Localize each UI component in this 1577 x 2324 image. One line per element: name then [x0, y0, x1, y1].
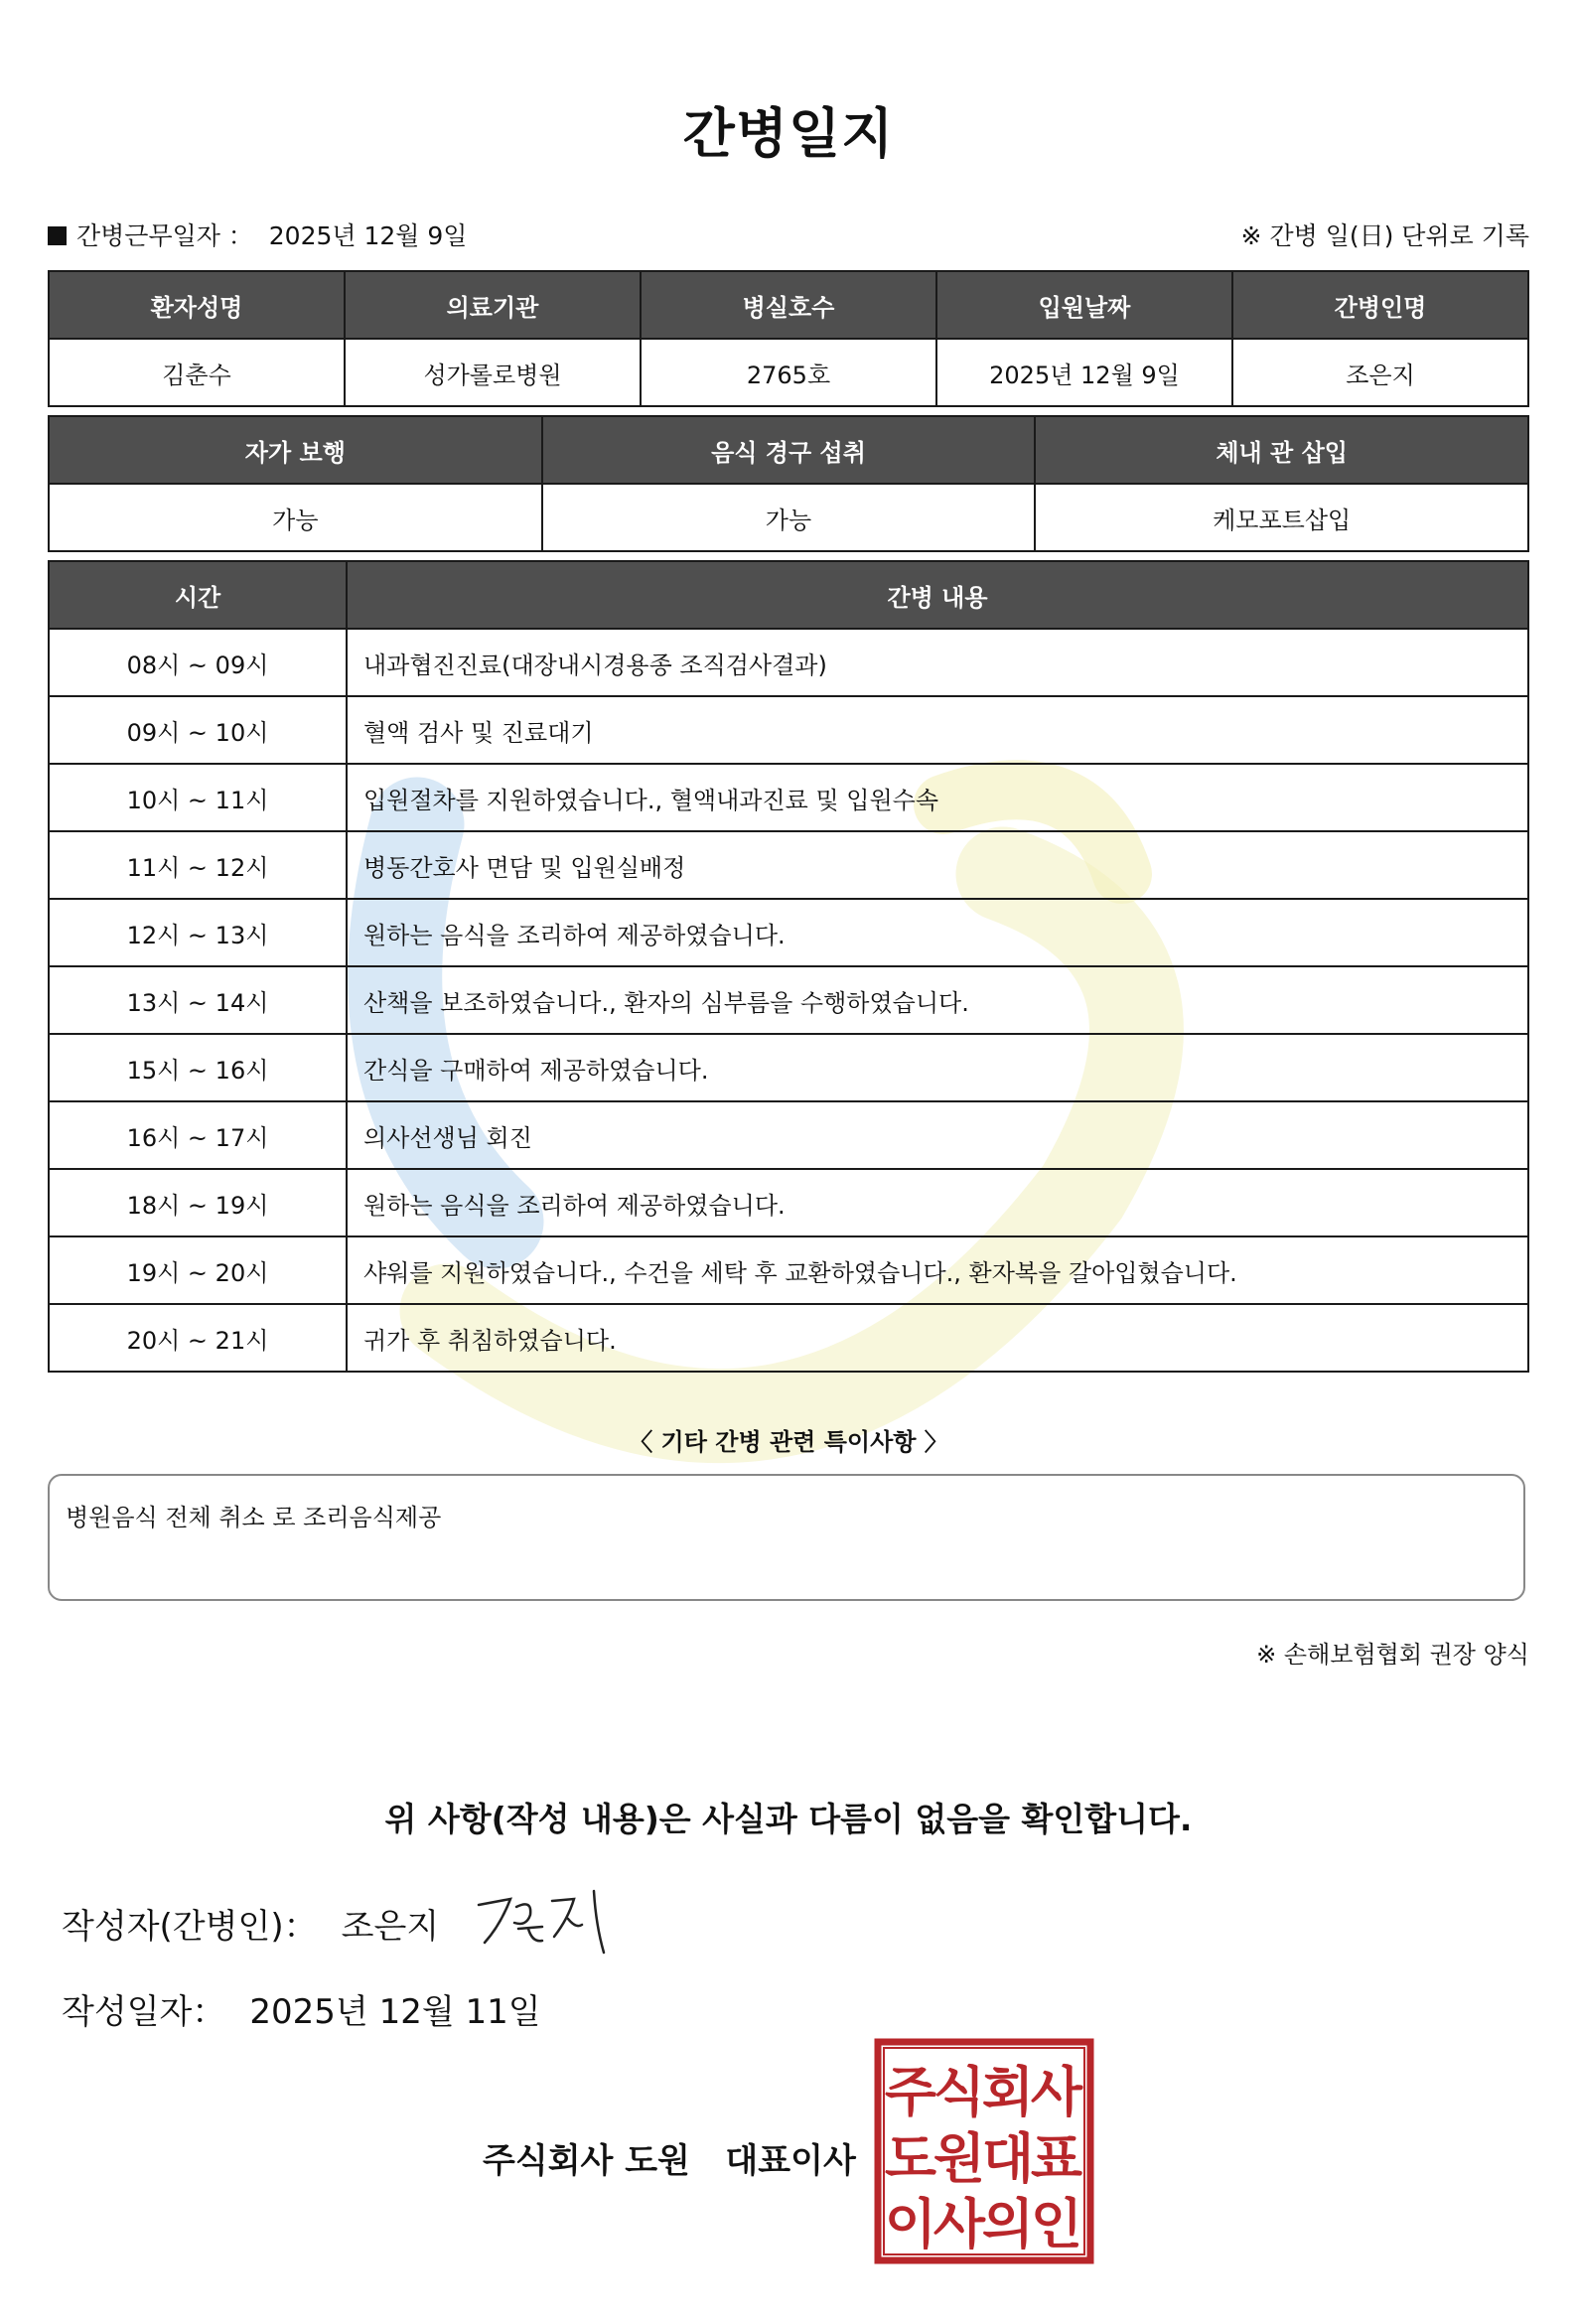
notes-title: 〈 기타 간병 관련 특이사항 〉 [629, 1428, 948, 1456]
page-title: 간병일지 [682, 102, 895, 165]
care-date-value: 2025년 12월 9일 [268, 221, 468, 250]
log-time: 11시 ~ 12시 [49, 831, 347, 899]
log-time: 08시 ~ 09시 [49, 629, 347, 696]
patient-info-table [48, 270, 1529, 407]
log-time: 19시 ~ 20시 [49, 1236, 347, 1304]
oral-intake-status: 가능 [542, 484, 1036, 551]
header-tube-insertion: 체내 관 삽입 [1035, 416, 1528, 484]
handwritten-signature [471, 1885, 620, 1957]
log-time: 16시 ~ 17시 [49, 1101, 347, 1169]
table-row [49, 1101, 1528, 1169]
log-content: 내과협진진료(대장내시경용종 조직검사결과) [347, 629, 1528, 696]
log-content: 혈액 검사 및 진료대기 [347, 696, 1528, 764]
svg-text:인: 인 [1030, 2193, 1083, 2255]
svg-text:도: 도 [884, 2127, 937, 2190]
room-number: 2765호 [641, 339, 936, 406]
svg-text:의: 의 [981, 2193, 1035, 2255]
notes-box [48, 1474, 1525, 1601]
svg-text:이: 이 [884, 2193, 937, 2255]
confirmation-statement: 위 사항(작성 내용)은 사실과 다름이 없음을 확인합니다. [384, 1800, 1193, 1838]
table-row [49, 1304, 1528, 1372]
svg-text:회: 회 [981, 2061, 1035, 2123]
notes-text: 병원음식 전체 취소 로 조리음식제공 [66, 1504, 442, 1531]
log-content: 의사선생님 회진 [347, 1101, 1528, 1169]
table-row [49, 1034, 1528, 1101]
caregiver-name: 조은지 [1232, 339, 1528, 406]
written-date-value: 2025년 12월 11일 [249, 1992, 541, 2032]
header-admission-date: 입원날짜 [936, 271, 1232, 339]
company-representative: 주식회사 도원 대표이사 [483, 2141, 856, 2181]
log-content: 샤워를 지원하였습니다., 수건을 세탁 후 교환하였습니다., 환자복을 갈아입혔습니다. [347, 1236, 1528, 1304]
log-content: 귀가 후 취침하였습니다. [347, 1304, 1528, 1372]
svg-text:사: 사 [932, 2193, 986, 2255]
square-bullet-icon [48, 226, 67, 245]
svg-text:사: 사 [1030, 2061, 1083, 2123]
log-time: 15시 ~ 16시 [49, 1034, 347, 1101]
writer-label: 작성자(간병인)： [62, 1907, 318, 1947]
header-caregiver-name: 간병인명 [1232, 271, 1528, 339]
written-date-line [62, 1984, 541, 2033]
unit-note: ※ 간병 일(日) 단위로 기록 [1240, 221, 1529, 250]
svg-text:원: 원 [932, 2127, 986, 2190]
log-content: 원하는 음식을 조리하여 제공하였습니다. [347, 899, 1528, 966]
header-hospital: 의료기관 [345, 271, 641, 339]
log-time: 09시 ~ 10시 [49, 696, 347, 764]
log-content: 간식을 구매하여 제공하였습니다. [347, 1034, 1528, 1101]
care-log-table [48, 560, 1529, 1373]
log-content: 원하는 음식을 조리하여 제공하였습니다. [347, 1169, 1528, 1236]
log-content: 병동간호사 면담 및 입원실배정 [347, 831, 1528, 899]
log-time: 18시 ~ 19시 [49, 1169, 347, 1236]
log-time: 13시 ~ 14시 [49, 966, 347, 1034]
header-room-number: 병실호수 [641, 271, 936, 339]
header-time: 시간 [49, 561, 347, 629]
header-care-content: 간병 내용 [347, 561, 1528, 629]
writer-name: 조은지 [341, 1907, 440, 1947]
written-date-label: 작성일자： [62, 1992, 226, 2032]
table-row [49, 831, 1528, 899]
writer-line [62, 1899, 439, 1948]
tube-insertion-status: 케모포트삽입 [1035, 484, 1528, 551]
header-oral-intake: 음식 경구 섭취 [542, 416, 1036, 484]
table-row [49, 1169, 1528, 1236]
header-walking: 자가 보행 [49, 416, 542, 484]
svg-text:식: 식 [932, 2061, 986, 2123]
log-content: 입원절차를 지원하였습니다., 혈액내과진료 및 입원수속 [347, 764, 1528, 831]
hospital: 성가롤로병원 [345, 339, 641, 406]
table-row [49, 764, 1528, 831]
table-row [49, 629, 1528, 696]
log-time: 12시 ~ 13시 [49, 899, 347, 966]
care-date-label: 간병근무일자 ： [76, 221, 253, 250]
header-patient-name: 환자성명 [49, 271, 345, 339]
admission-date: 2025년 12월 9일 [936, 339, 1232, 406]
walking-status: 가능 [49, 484, 542, 551]
table-row [49, 899, 1528, 966]
table-row [49, 1236, 1528, 1304]
form-source-note: ※ 손해보험협회 권장 양식 [1256, 1641, 1529, 1669]
svg-text:주: 주 [884, 2061, 937, 2123]
company-seal-stamp [874, 2038, 1094, 2264]
table-row [49, 966, 1528, 1034]
svg-text:표: 표 [1030, 2127, 1083, 2190]
patient-name: 김춘수 [49, 339, 345, 406]
svg-text:대: 대 [981, 2127, 1035, 2190]
log-time: 20시 ~ 21시 [49, 1304, 347, 1372]
table-row [49, 696, 1528, 764]
care-date [48, 217, 467, 252]
patient-status-table [48, 415, 1529, 552]
log-time: 10시 ~ 11시 [49, 764, 347, 831]
log-content: 산책을 보조하였습니다., 환자의 심부름을 수행하였습니다. [347, 966, 1528, 1034]
